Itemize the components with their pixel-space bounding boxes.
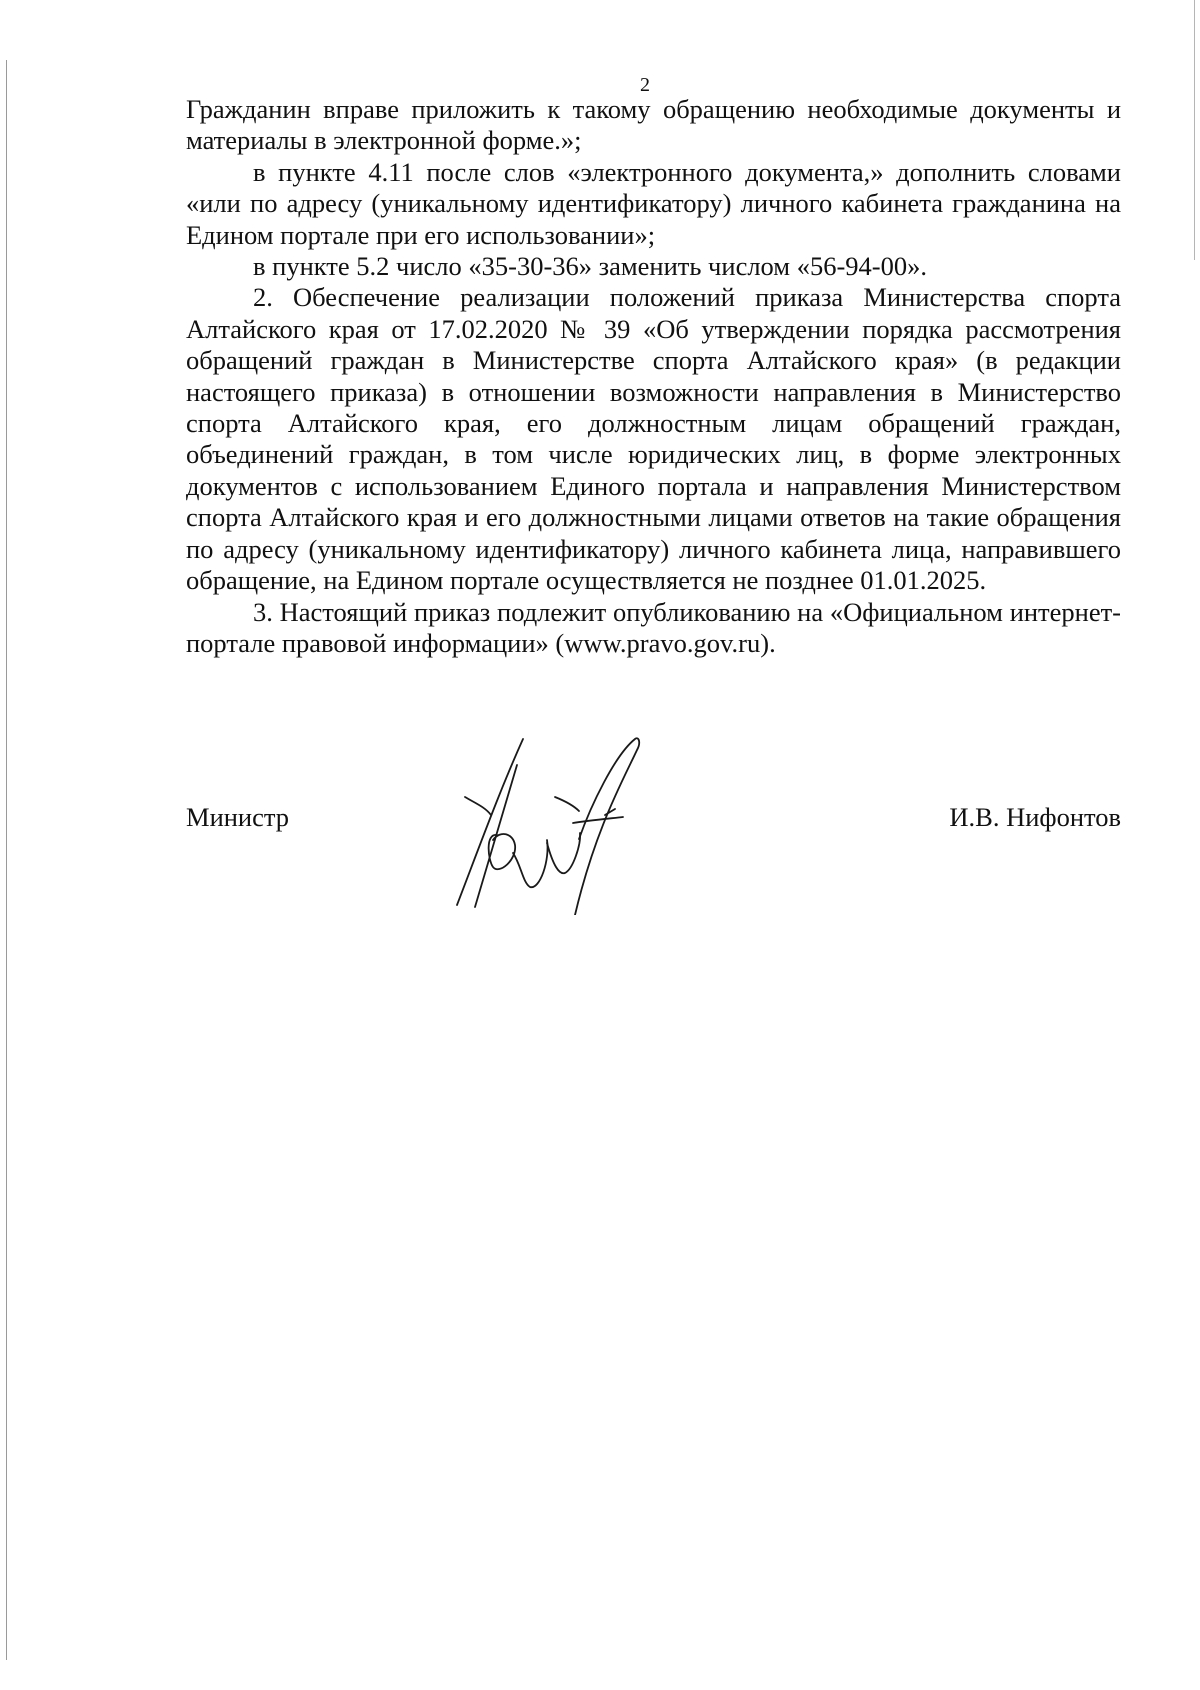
document-body (186, 94, 1121, 659)
paragraph-amendment-4-11: в пункте 4.11 после слов «электронного документа,» дополнить словами «или по адресу (уникальному идентификатору) личного кабинета гражданина на Едином портале при его использовании»; (186, 156, 1121, 250)
paragraph-item-3: 3. Настоящий приказ подлежит опубликованию на «Официальном интернет-портале правовой информации» (www.pravo.gov.ru). (186, 596, 1121, 658)
scan-edge-left (6, 60, 7, 1660)
paragraph-continuation: Гражданин вправе приложить к такому обращению необходимые документы и материалы в электронной форме.»; (186, 94, 1121, 156)
paragraph-item-2: 2. Обеспечение реализации положений приказа Министерства спорта Алтайского края от 17.02.2020 № 39 «Об утверждении порядка рассмотрения обращений граждан в Министерстве спорта Алтайского края» (в редакции настоящего приказа) в отношении возможности направления в Министерство спорта Алтайского края, его должностным лицам обращений граждан, объединений граждан, в том числе юридических лиц, в форме электронных документов с использованием Единого портала и направления Министерством спорта Алтайского края и его должностными лицами ответов на такие обращения по адресу (уникальному идентификатору) личного кабинета лица, направившего обращение, на Едином портале осуществляется не позднее 01.01.2025. (186, 282, 1121, 596)
paragraph-amendment-5-2: в пункте 5.2 число «35-30-36» заменить числом «56-94-00». (253, 251, 927, 282)
signatory-title: Министр (186, 802, 290, 832)
scan-edge-right (1194, 0, 1195, 260)
handwritten-signature (455, 735, 675, 915)
signatory-name: И.В. Нифонтов (949, 802, 1121, 832)
page-number: 2 (640, 74, 650, 96)
